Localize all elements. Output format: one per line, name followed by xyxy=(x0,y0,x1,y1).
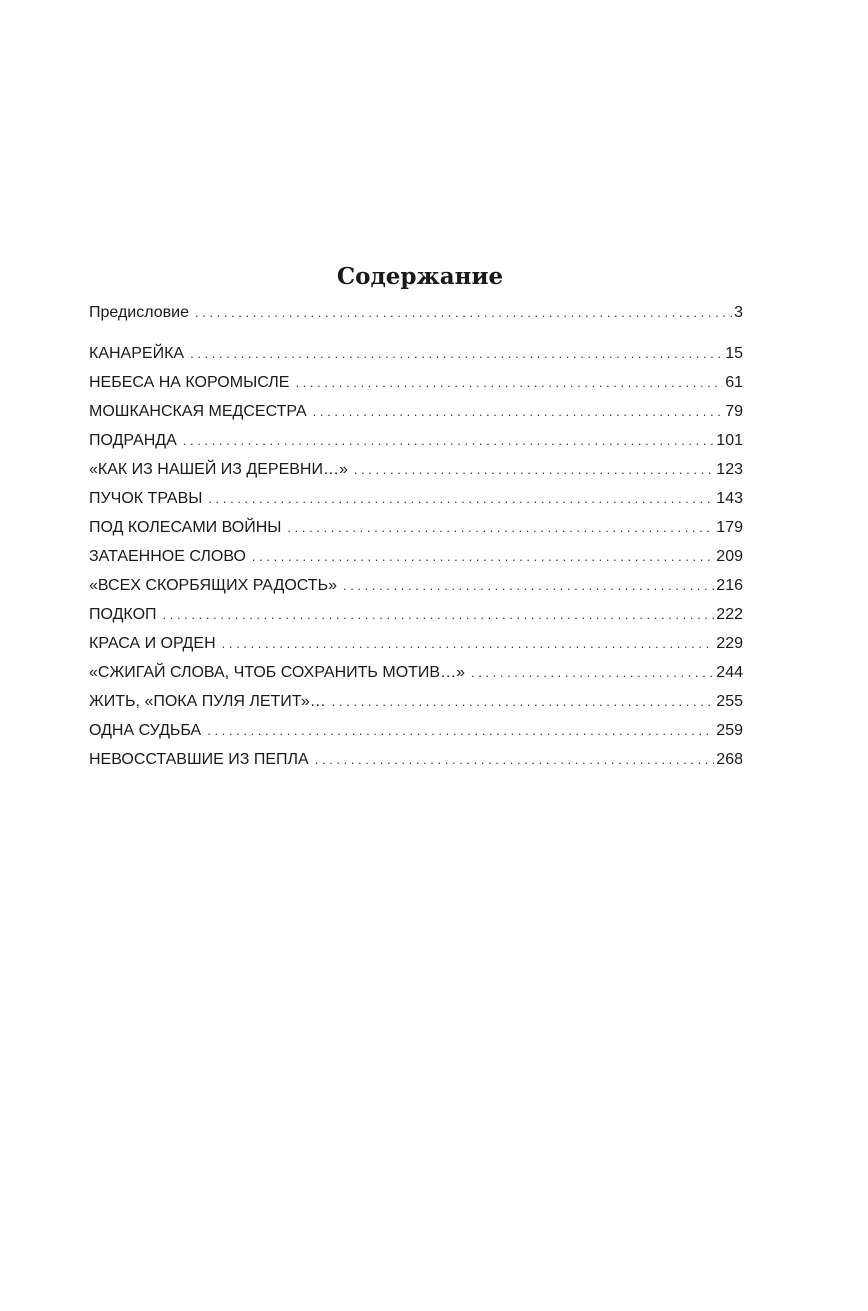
toc-entry-page: 255 xyxy=(716,693,743,710)
toc-entry xyxy=(89,745,743,774)
toc-entry xyxy=(89,484,743,513)
toc-entry-page: 101 xyxy=(716,432,743,449)
toc-entry xyxy=(89,716,743,745)
toc-entry-title: ПОД КОЛЕСАМИ ВОЙНЫ xyxy=(89,519,282,536)
toc-entry xyxy=(89,571,743,600)
toc-entry xyxy=(89,542,743,571)
dot-leader xyxy=(252,542,714,571)
toc-entry xyxy=(89,600,743,629)
toc-entry-title: «ВСЕХ СКОРБЯЩИХ РАДОСТЬ» xyxy=(89,577,337,594)
toc-entry-title: Предисловие xyxy=(89,304,189,321)
dot-leader xyxy=(222,629,715,658)
toc-entry-title: ПОДКОП xyxy=(89,606,157,623)
dot-leader xyxy=(313,397,724,426)
dot-leader xyxy=(354,455,714,484)
toc-entry-title: НЕБЕСА НА КОРОМЫСЛЕ xyxy=(89,374,290,391)
toc-entry-page: 244 xyxy=(716,664,743,681)
toc-heading: Содержание xyxy=(336,263,504,290)
toc-entry-page: 229 xyxy=(716,635,743,652)
toc-entry xyxy=(89,426,743,455)
toc-entry-page: 179 xyxy=(716,519,743,536)
toc-entry-title: НЕВОССТАВШИЕ ИЗ ПЕПЛА xyxy=(89,751,309,768)
dot-leader xyxy=(315,745,715,774)
toc-entry-page: 15 xyxy=(725,345,743,362)
toc-entry-page: 3 xyxy=(734,304,743,321)
toc-entry xyxy=(89,658,743,687)
dot-leader xyxy=(207,716,714,745)
dot-leader xyxy=(343,571,714,600)
toc-entry xyxy=(89,629,743,658)
toc-entry-title: ОДНА СУДЬБА xyxy=(89,722,202,739)
toc-entry xyxy=(89,339,743,368)
toc-entry-preface xyxy=(89,298,743,327)
dot-leader xyxy=(183,426,715,455)
dot-leader xyxy=(190,339,723,368)
dot-leader xyxy=(471,658,714,687)
toc-entry-page: 61 xyxy=(725,374,743,391)
toc-entry xyxy=(89,368,743,397)
toc-entry-page: 259 xyxy=(716,722,743,739)
toc-entry xyxy=(89,687,743,716)
toc-entry-title: МОШКАНСКАЯ МЕДСЕСТРА xyxy=(89,403,307,420)
toc-entry-title: КРАСА И ОРДЕН xyxy=(89,635,216,652)
toc-entry-page: 209 xyxy=(716,548,743,565)
toc-entry-title: ПОДРАНДА xyxy=(89,432,177,449)
toc-entry-title: ПУЧОК ТРАВЫ xyxy=(89,490,203,507)
toc-entry xyxy=(89,513,743,542)
dot-leader xyxy=(208,484,714,513)
toc-entry xyxy=(89,455,743,484)
dot-leader xyxy=(295,368,723,397)
toc-entry-page: 222 xyxy=(716,606,743,623)
dot-leader xyxy=(287,513,714,542)
toc-entry-page: 216 xyxy=(716,577,743,594)
toc-entry-title: КАНАРЕЙКА xyxy=(89,345,185,362)
toc-entry xyxy=(89,397,743,426)
toc-entry-page: 268 xyxy=(716,751,743,768)
toc-entry-page: 143 xyxy=(716,490,743,507)
toc-entry-page: 123 xyxy=(716,461,743,478)
toc-entry-title: ЖИТЬ, «ПОКА ПУЛЯ ЛЕТИТ»… xyxy=(89,693,326,710)
table-of-contents xyxy=(89,298,743,774)
dot-leader xyxy=(195,298,732,327)
toc-entry-page: 79 xyxy=(725,403,743,420)
dot-leader xyxy=(332,687,715,716)
toc-entry-title: ЗАТАЕННОЕ СЛОВО xyxy=(89,548,246,565)
toc-entry-title: «КАК ИЗ НАШЕЙ ИЗ ДЕРЕВНИ…» xyxy=(89,461,348,478)
dot-leader xyxy=(163,600,715,629)
toc-entry-title: «СЖИГАЙ СЛОВА, ЧТОБ СОХРАНИТЬ МОТИВ…» xyxy=(89,664,465,681)
